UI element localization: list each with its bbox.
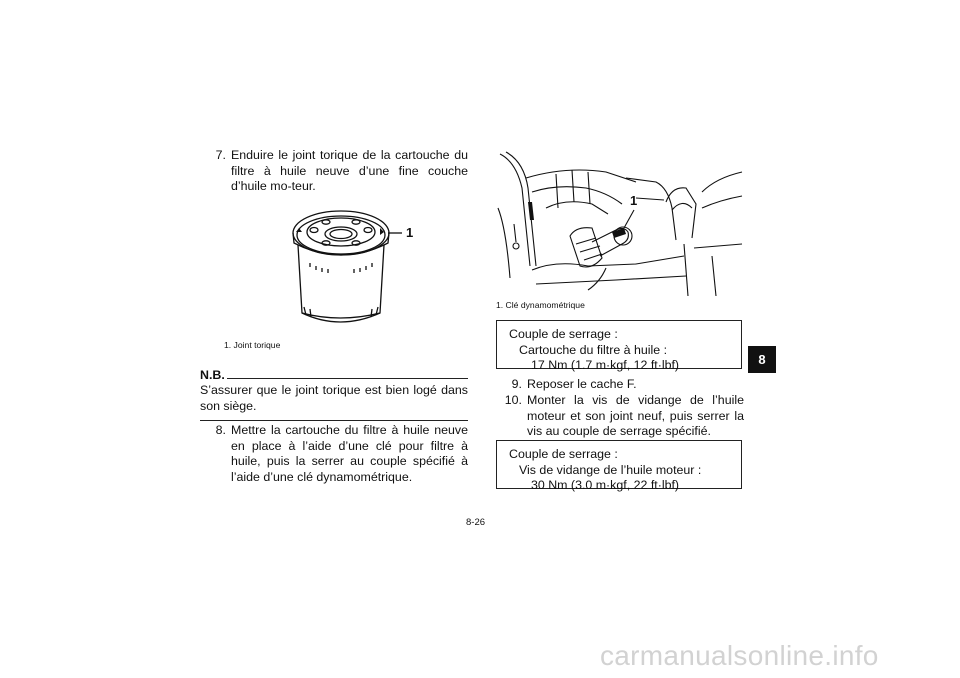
step-text: Reposer le cache F. bbox=[527, 377, 637, 391]
torque-part: Vis de vidange de l’huile moteur : bbox=[519, 462, 702, 477]
step-text: Monter la vis de vidange de l’huile moteur et son joint neuf, puis serrer la vis au couple de serrage spécifié. bbox=[527, 393, 744, 438]
torque-spec-box-filter bbox=[496, 320, 742, 372]
page-number: 8-26 bbox=[466, 517, 486, 528]
note-top-rule bbox=[227, 378, 468, 379]
note-title: N.B. bbox=[200, 368, 225, 382]
torque-label: Couple de serrage : bbox=[509, 447, 618, 461]
torque-value: 30 Nm (3.0 m·kgf, 22 ft·lbf) bbox=[531, 478, 680, 492]
torque-spec-box-drain-bolt bbox=[496, 440, 742, 492]
wrench-callout: 1 bbox=[630, 193, 638, 208]
note-text: S’assurer que le joint torique est bien logé dans son siège. bbox=[200, 383, 468, 413]
torque-label: Couple de serrage : bbox=[509, 327, 618, 341]
step-number: 10. bbox=[504, 393, 522, 407]
step-number: 7. bbox=[215, 148, 226, 162]
chapter-tab: 8 bbox=[748, 346, 776, 373]
step-10 bbox=[496, 393, 744, 440]
torque-wrench-illustration bbox=[496, 148, 744, 296]
torque-value: 17 Nm (1.7 m·kgf, 12 ft·lbf) bbox=[531, 358, 680, 372]
wrench-caption: 1. Clé dynamométrique bbox=[496, 300, 585, 310]
oil-filter-illustration bbox=[280, 195, 420, 335]
step-text: Mettre la cartouche du filtre à huile neuve en place à l’aide d’une clé pour filtre à huile, puis la serrer au couple spécifié à l’aide d’une clé dynamométrique. bbox=[231, 423, 468, 484]
filter-caption: 1. Joint torique bbox=[224, 340, 281, 350]
step-7 bbox=[200, 148, 468, 195]
step-number: 8. bbox=[215, 423, 226, 437]
step-9 bbox=[496, 377, 744, 393]
watermark: carmanualsonline.info bbox=[600, 640, 879, 671]
note-bottom-rule bbox=[200, 420, 468, 421]
step-8 bbox=[200, 423, 468, 485]
note bbox=[200, 368, 468, 421]
filter-callout: 1 bbox=[406, 225, 414, 240]
step-text: Enduire le joint torique de la cartouche du filtre à huile neuve d’une fine couche d’huile mo-teur. bbox=[231, 148, 468, 193]
step-number: 9. bbox=[511, 377, 522, 391]
torque-part: Cartouche du filtre à huile : bbox=[519, 342, 668, 357]
